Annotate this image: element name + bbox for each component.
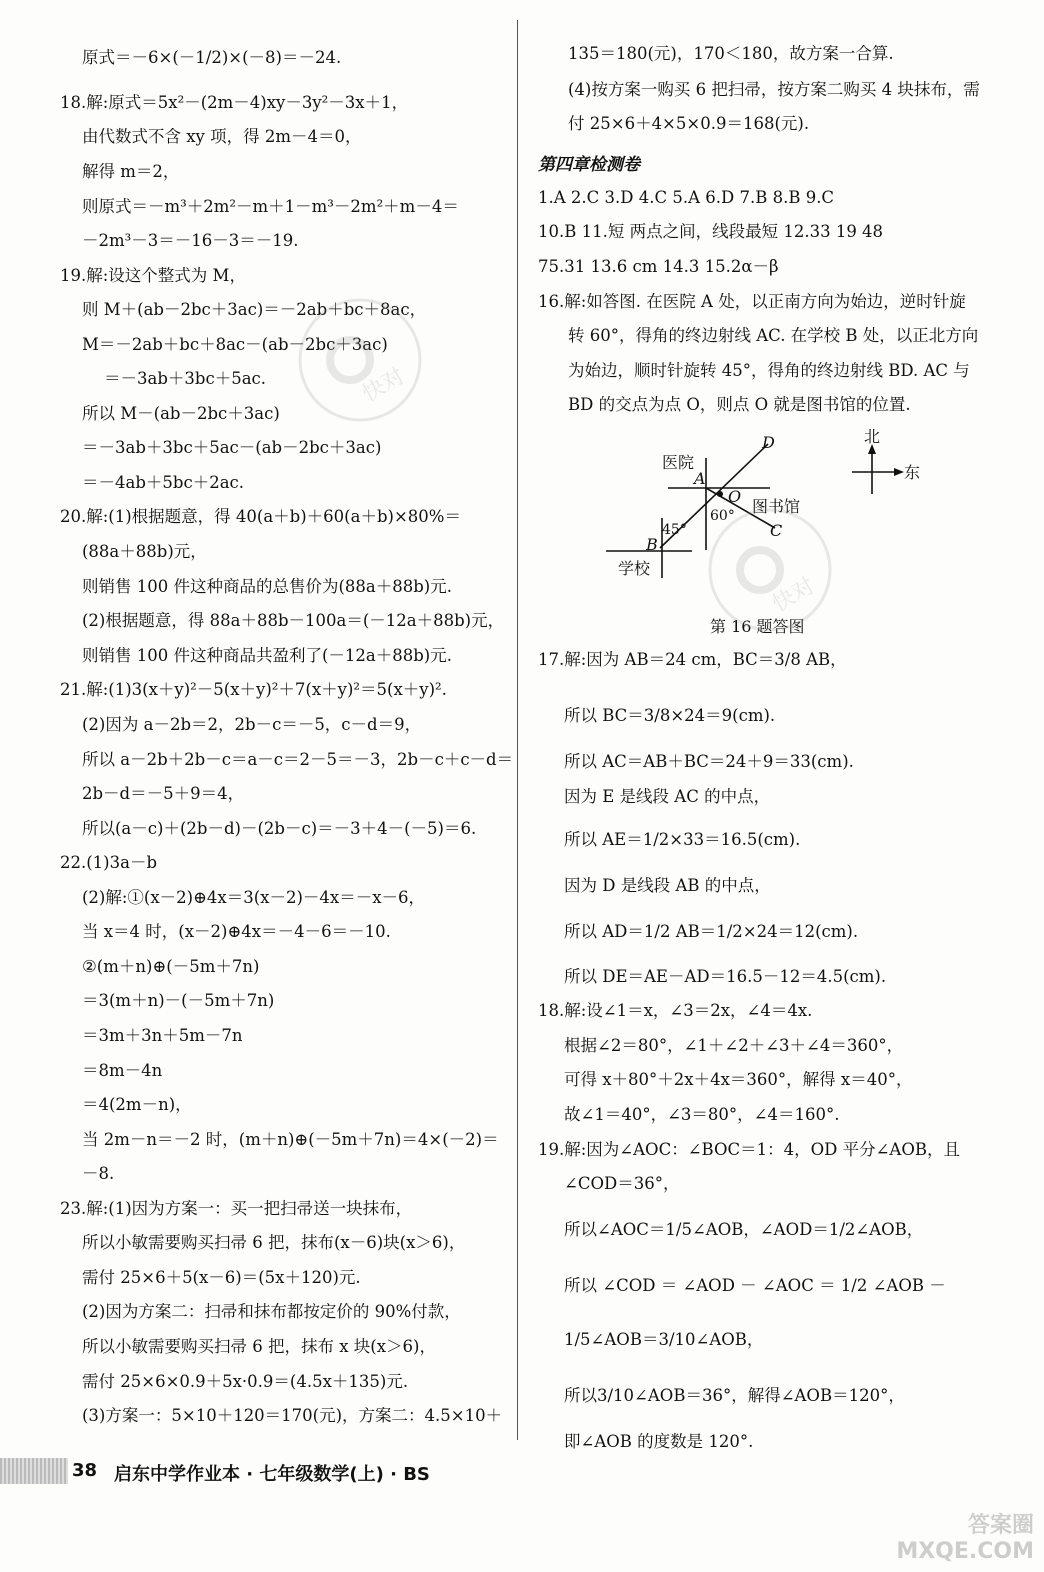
label-angle-60: 60° <box>710 508 735 524</box>
text-line: 所以 BC＝3/8×24＝9(cm). <box>564 706 776 725</box>
text-line: 则原式＝－m³＋2m²－m＋1－m³－2m²＋m－4＝ <box>82 197 459 216</box>
text-line: 需付 25×6×0.9＋5x·0.9＝(4.5x＋135)元. <box>82 1372 409 1391</box>
text-line: 付 25×6＋4×5×0.9＝168(元). <box>568 114 810 133</box>
label-library: 图书馆 <box>752 497 801 516</box>
label-o: O <box>728 487 742 506</box>
text-line: 17.解:因为 AB＝24 cm，BC＝3/8 AB， <box>538 650 847 669</box>
label-east: 东 <box>904 463 921 482</box>
watermark-text: 快对 <box>768 573 820 618</box>
label-c: C <box>770 521 783 540</box>
text-line: 根据∠2＝80°，∠1＋∠2＋∠3＋∠4＝360°， <box>564 1036 904 1055</box>
text-line: ＝－3ab＋3bc＋5ac. <box>104 369 267 388</box>
footer-bar <box>0 1458 68 1484</box>
figure-caption: 第 16 题答图 <box>710 617 805 636</box>
east-arrow-icon <box>894 468 904 476</box>
text-line: 所以(a－c)＋(2b－d)－(2b－c)＝－3＋4－(－5)＝6. <box>82 819 477 838</box>
corner-logo-text: 答案圈 MXQE.COM <box>896 1513 1034 1564</box>
watermark-logo <box>700 500 860 640</box>
text-line: 则销售 100 件这种商品的总售价为(88a＋88b)元. <box>82 577 452 596</box>
label-school: 学校 <box>618 559 651 578</box>
text-line: 2b－d＝－5＋9＝4， <box>82 784 245 803</box>
text-line: 所以 AC＝AB＋BC＝24＋9＝33(cm). <box>564 752 854 771</box>
text-line: (2)根据题意，得 88a＋88b－100a＝(－12a＋88b)元， <box>82 611 505 630</box>
watermark-text: 快对 <box>358 363 410 408</box>
text-line: ＝3(m＋n)－(－5m＋7n) <box>82 991 275 1010</box>
label-d: D <box>762 433 775 452</box>
text-line: 1/5∠AOB＝3/10∠AOB， <box>564 1330 764 1349</box>
text-line: 可得 x＋80°＋2x＋4x＝360°，解得 x＝40°， <box>564 1070 913 1089</box>
section-title: 第四章检测卷 <box>538 155 640 175</box>
text-line: 1.A 2.C 3.D 4.C 5.A 6.D 7.B 8.B 9.C <box>538 188 835 207</box>
label-a: A <box>694 469 706 488</box>
text-line: ＝4(2m－n)， <box>82 1095 192 1114</box>
text-line: ②(m＋n)⊕(－5m＋7n) <box>82 957 260 976</box>
text-line: 23.解:(1)因为方案一：买一把扫帚送一块抹布， <box>60 1199 413 1218</box>
text-line: (2)因为 a－2b＝2，2b－c＝－5，c－d＝9， <box>82 715 422 734</box>
text-line: (2)解:①(x－2)⊕4x＝3(x－2)－4x＝－x－6， <box>82 888 426 907</box>
text-line: ＝－3ab＋3bc＋5ac－(ab－2bc＋3ac) <box>82 438 382 457</box>
text-line: 20.解:(1)根据题意，得 40(a＋b)＋60(a＋b)×80%＝ <box>60 507 461 526</box>
text-line: (3)方案一：5×10＋120＝170(元)，方案二：4.5×10＋ <box>82 1406 503 1425</box>
text-line: 转 60°，得角的终边射线 AC. 在学校 B 处，以正北方向 <box>568 326 979 345</box>
text-line: 10.B 11.短 两点之间，线段最短 12.33 19 48 <box>538 222 884 241</box>
label-b: B <box>646 535 658 554</box>
text-line: ＝－4ab＋5bc＋2ac. <box>82 473 245 492</box>
text-line: 22.(1)3a－b <box>60 853 158 872</box>
label-hospital: 医院 <box>662 453 695 472</box>
text-line: BD 的交点为点 O，则点 O 就是图书馆的位置. <box>568 395 911 414</box>
text-line: －8. <box>82 1164 115 1183</box>
text-line: 因为 D 是线段 AB 的中点， <box>564 876 771 895</box>
text-line: 所以 DE＝AE－AD＝16.5－12＝4.5(cm). <box>564 967 887 986</box>
page-number: 38 <box>72 1460 98 1481</box>
text-line: M＝－2ab＋bc＋8ac－(ab－2bc＋3ac) <box>82 335 388 354</box>
text-line: 18.解:原式＝5x²－(2m－4)xy－3y²－3x＋1， <box>60 93 409 112</box>
text-line: 所以 ∠COD ＝ ∠AOD － ∠AOC ＝ 1/2 ∠AOB － <box>564 1276 946 1295</box>
text-line: －2m³－3＝－16－3＝－19. <box>82 231 299 250</box>
text-line: 16.解:如答图. 在医院 A 处，以正南方向为始边，逆时针旋 <box>538 292 966 311</box>
text-line: 135＝180(元)，170＜180，故方案一合算. <box>568 44 894 63</box>
text-line: 所以 AD＝1/2 AB＝1/2×24＝12(cm). <box>564 922 859 941</box>
text-line: 因为 E 是线段 AC 的中点， <box>564 787 771 806</box>
text-line: 所以 AE＝1/2×33＝16.5(cm). <box>564 830 801 849</box>
text-line: 故∠1＝40°，∠3＝80°，∠4＝160°. <box>564 1105 840 1124</box>
text-line: (2)因为方案二：扫帚和抹布都按定价的 90%付款， <box>82 1302 461 1321</box>
label-north: 北 <box>864 428 881 446</box>
text-line: 当 2m－n＝－2 时，(m＋n)⊕(－5m＋7n)＝4×(－2)＝ <box>82 1130 499 1149</box>
text-line: 19.解:设这个整式为 M， <box>60 266 246 285</box>
text-line: 原式＝－6×(－1/2)×(－8)＝－24. <box>82 48 342 67</box>
text-line: 18.解:设∠1＝x，∠3＝2x，∠4＝4x. <box>538 1001 813 1020</box>
text-line: 所以3/10∠AOB＝36°，解得∠AOB＝120°， <box>564 1386 905 1405</box>
point-o <box>717 491 723 497</box>
text-line: 所以 M－(ab－2bc＋3ac) <box>82 404 280 423</box>
text-line: 19.解:因为∠AOC：∠BOC＝1：4，OD 平分∠AOB，且 <box>538 1140 960 1159</box>
book-title: 启东中学作业本 · 七年级数学(上) · BS <box>114 1464 430 1485</box>
corner-logo <box>854 1508 1034 1564</box>
watermark-logo <box>290 290 450 430</box>
text-line: 即∠AOB 的度数是 120°. <box>564 1432 754 1451</box>
column-divider <box>517 20 518 1440</box>
text-line: 所以 a－2b＋2b－c＝a－c＝2－5＝－3，2b－c＋c－d＝ <box>82 750 514 769</box>
text-line: 则销售 100 件这种商品共盈利了(－12a＋88b)元. <box>82 646 452 665</box>
text-line: (88a＋88b)元， <box>82 542 207 561</box>
text-line: 所以小敏需要购买扫帚 6 把，抹布(x－6)块(x＞6)， <box>82 1233 466 1252</box>
text-line: 需付 25×6＋5(x－6)＝(5x＋120)元. <box>82 1268 361 1287</box>
text-line: 为始边，顺时针旋转 45°，得角的终边射线 BD. AC 与 <box>568 361 970 380</box>
text-line: 所以∠AOC＝1/5∠AOB，∠AOD＝1/2∠AOB， <box>564 1220 924 1239</box>
label-angle-45: 45° <box>662 522 687 538</box>
text-line: ∠COD＝36°， <box>564 1174 680 1193</box>
text-line: ＝3m＋3n＋5m－7n <box>82 1026 243 1045</box>
text-line: 由代数式不含 xy 项，得 2m－4＝0， <box>82 127 362 146</box>
text-line: 解得 m＝2， <box>82 162 180 181</box>
text-line: 则 M＋(ab－2bc＋3ac)＝－2ab＋bc＋8ac， <box>82 300 427 319</box>
text-line: ＝8m－4n <box>82 1061 163 1080</box>
text-line: 21.解:(1)3(x＋y)²－5(x＋y)²＋7(x＋y)²＝5(x＋y)². <box>60 680 447 699</box>
text-line: 75.31 13.6 cm 14.3 15.2α－β <box>538 257 779 276</box>
text-line: 所以小敏需要购买扫帚 6 把，抹布 x 块(x＞6)， <box>82 1337 436 1356</box>
text-line: 当 x＝4 时，(x－2)⊕4x＝－4－6＝－10. <box>82 922 391 941</box>
text-line: (4)按方案一购买 6 把扫帚，按方案二购买 4 块抹布，需 <box>568 80 980 99</box>
